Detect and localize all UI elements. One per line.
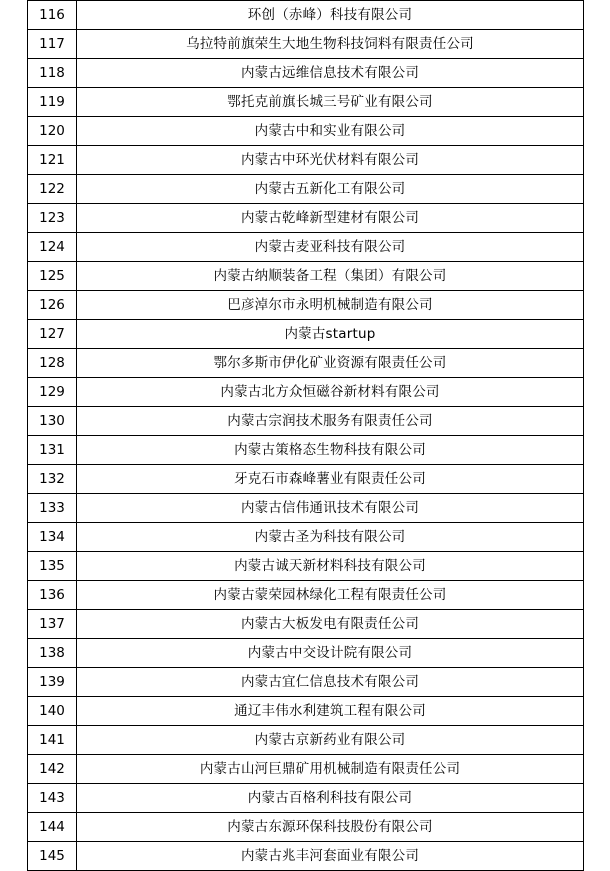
- table-row: [28, 291, 584, 320]
- table-row: [28, 494, 584, 523]
- table-row: [28, 407, 584, 436]
- row-index: 144: [28, 813, 77, 842]
- table-row: [28, 726, 584, 755]
- table-row: [28, 842, 584, 871]
- row-index: 122: [28, 175, 77, 204]
- table-row: [28, 30, 584, 59]
- table-row: [28, 784, 584, 813]
- row-index: 127: [28, 320, 77, 349]
- table-row: [28, 813, 584, 842]
- row-company-name: 内蒙古中和实业有限公司: [77, 117, 584, 146]
- table-row: [28, 755, 584, 784]
- row-company-name: 内蒙古蒙荣园林绿化工程有限责任公司: [77, 581, 584, 610]
- row-index: 139: [28, 668, 77, 697]
- row-company-name: 内蒙古乾峰新型建材有限公司: [77, 204, 584, 233]
- table-row: [28, 175, 584, 204]
- table-row: [28, 59, 584, 88]
- table-row: [28, 552, 584, 581]
- table-row: [28, 639, 584, 668]
- table-row: [28, 378, 584, 407]
- row-company-name: 内蒙古诚天新材料科技有限公司: [77, 552, 584, 581]
- row-index: 119: [28, 88, 77, 117]
- row-index: 143: [28, 784, 77, 813]
- row-index: 137: [28, 610, 77, 639]
- table-row: [28, 436, 584, 465]
- table-row: [28, 117, 584, 146]
- row-company-name: 内蒙古京新药业有限公司: [77, 726, 584, 755]
- table-row: [28, 581, 584, 610]
- row-index: 145: [28, 842, 77, 871]
- row-company-name: 内蒙古大板发电有限责任公司: [77, 610, 584, 639]
- row-company-name: 内蒙古百格利科技有限公司: [77, 784, 584, 813]
- row-company-name: 内蒙古五新化工有限公司: [77, 175, 584, 204]
- row-index: 136: [28, 581, 77, 610]
- row-company-name: 环创（赤峰）科技有限公司: [77, 1, 584, 30]
- table-row: [28, 233, 584, 262]
- row-company-name: 内蒙古远维信息技术有限公司: [77, 59, 584, 88]
- table-row: [28, 88, 584, 117]
- row-company-name: 巴彦淖尔市永明机械制造有限公司: [77, 291, 584, 320]
- row-company-name: 鄂托克前旗长城三号矿业有限公司: [77, 88, 584, 117]
- row-index: 138: [28, 639, 77, 668]
- table-row: [28, 610, 584, 639]
- row-index: 120: [28, 117, 77, 146]
- row-company-name: 内蒙古宜仁信息技术有限公司: [77, 668, 584, 697]
- row-company-name: 内蒙古东源环保科技股份有限公司: [77, 813, 584, 842]
- row-index: 128: [28, 349, 77, 378]
- table-row: [28, 146, 584, 175]
- row-company-name: 通辽丰伟水利建筑工程有限公司: [77, 697, 584, 726]
- row-company-name: 内蒙古麦亚科技有限公司: [77, 233, 584, 262]
- table-row: [28, 262, 584, 291]
- table-row: [28, 465, 584, 494]
- table-row: [28, 204, 584, 233]
- row-index: 134: [28, 523, 77, 552]
- row-index: 142: [28, 755, 77, 784]
- table-row: [28, 320, 584, 349]
- row-company-name: 内蒙古信伟通讯技术有限公司: [77, 494, 584, 523]
- table-body: [28, 1, 584, 871]
- row-company-name: 内蒙古纳顺装备工程（集团）有限公司: [77, 262, 584, 291]
- row-company-name: 鄂尔多斯市伊化矿业资源有限责任公司: [77, 349, 584, 378]
- row-company-name: 内蒙古圣为科技有限公司: [77, 523, 584, 552]
- row-index: 141: [28, 726, 77, 755]
- row-index: 117: [28, 30, 77, 59]
- row-index: 130: [28, 407, 77, 436]
- table-row: [28, 349, 584, 378]
- row-index: 124: [28, 233, 77, 262]
- row-index: 118: [28, 59, 77, 88]
- table-row: [28, 523, 584, 552]
- table-row: [28, 668, 584, 697]
- enterprise-listing-table: [27, 0, 584, 871]
- row-index: 140: [28, 697, 77, 726]
- row-company-name: 内蒙古北方众恒磁谷新材料有限公司: [77, 378, 584, 407]
- row-index: 116: [28, 1, 77, 30]
- row-index: 121: [28, 146, 77, 175]
- row-company-name: 内蒙古startup: [77, 320, 584, 349]
- row-company-name: 内蒙古宗润技术服务有限责任公司: [77, 407, 584, 436]
- row-company-name: 内蒙古中交设计院有限公司: [77, 639, 584, 668]
- row-index: 125: [28, 262, 77, 291]
- row-index: 123: [28, 204, 77, 233]
- table-row: [28, 697, 584, 726]
- row-index: 131: [28, 436, 77, 465]
- row-company-name: 内蒙古山河巨鼎矿用机械制造有限责任公司: [77, 755, 584, 784]
- row-index: 132: [28, 465, 77, 494]
- row-company-name: 内蒙古中环光伏材料有限公司: [77, 146, 584, 175]
- row-index: 129: [28, 378, 77, 407]
- table-row: [28, 1, 584, 30]
- row-index: 133: [28, 494, 77, 523]
- row-index: 135: [28, 552, 77, 581]
- row-company-name: 乌拉特前旗荣生大地生物科技饲料有限责任公司: [77, 30, 584, 59]
- row-company-name: 内蒙古策格态生物科技有限公司: [77, 436, 584, 465]
- row-company-name: 牙克石市森峰薯业有限责任公司: [77, 465, 584, 494]
- row-index: 126: [28, 291, 77, 320]
- row-company-name: 内蒙古兆丰河套面业有限公司: [77, 842, 584, 871]
